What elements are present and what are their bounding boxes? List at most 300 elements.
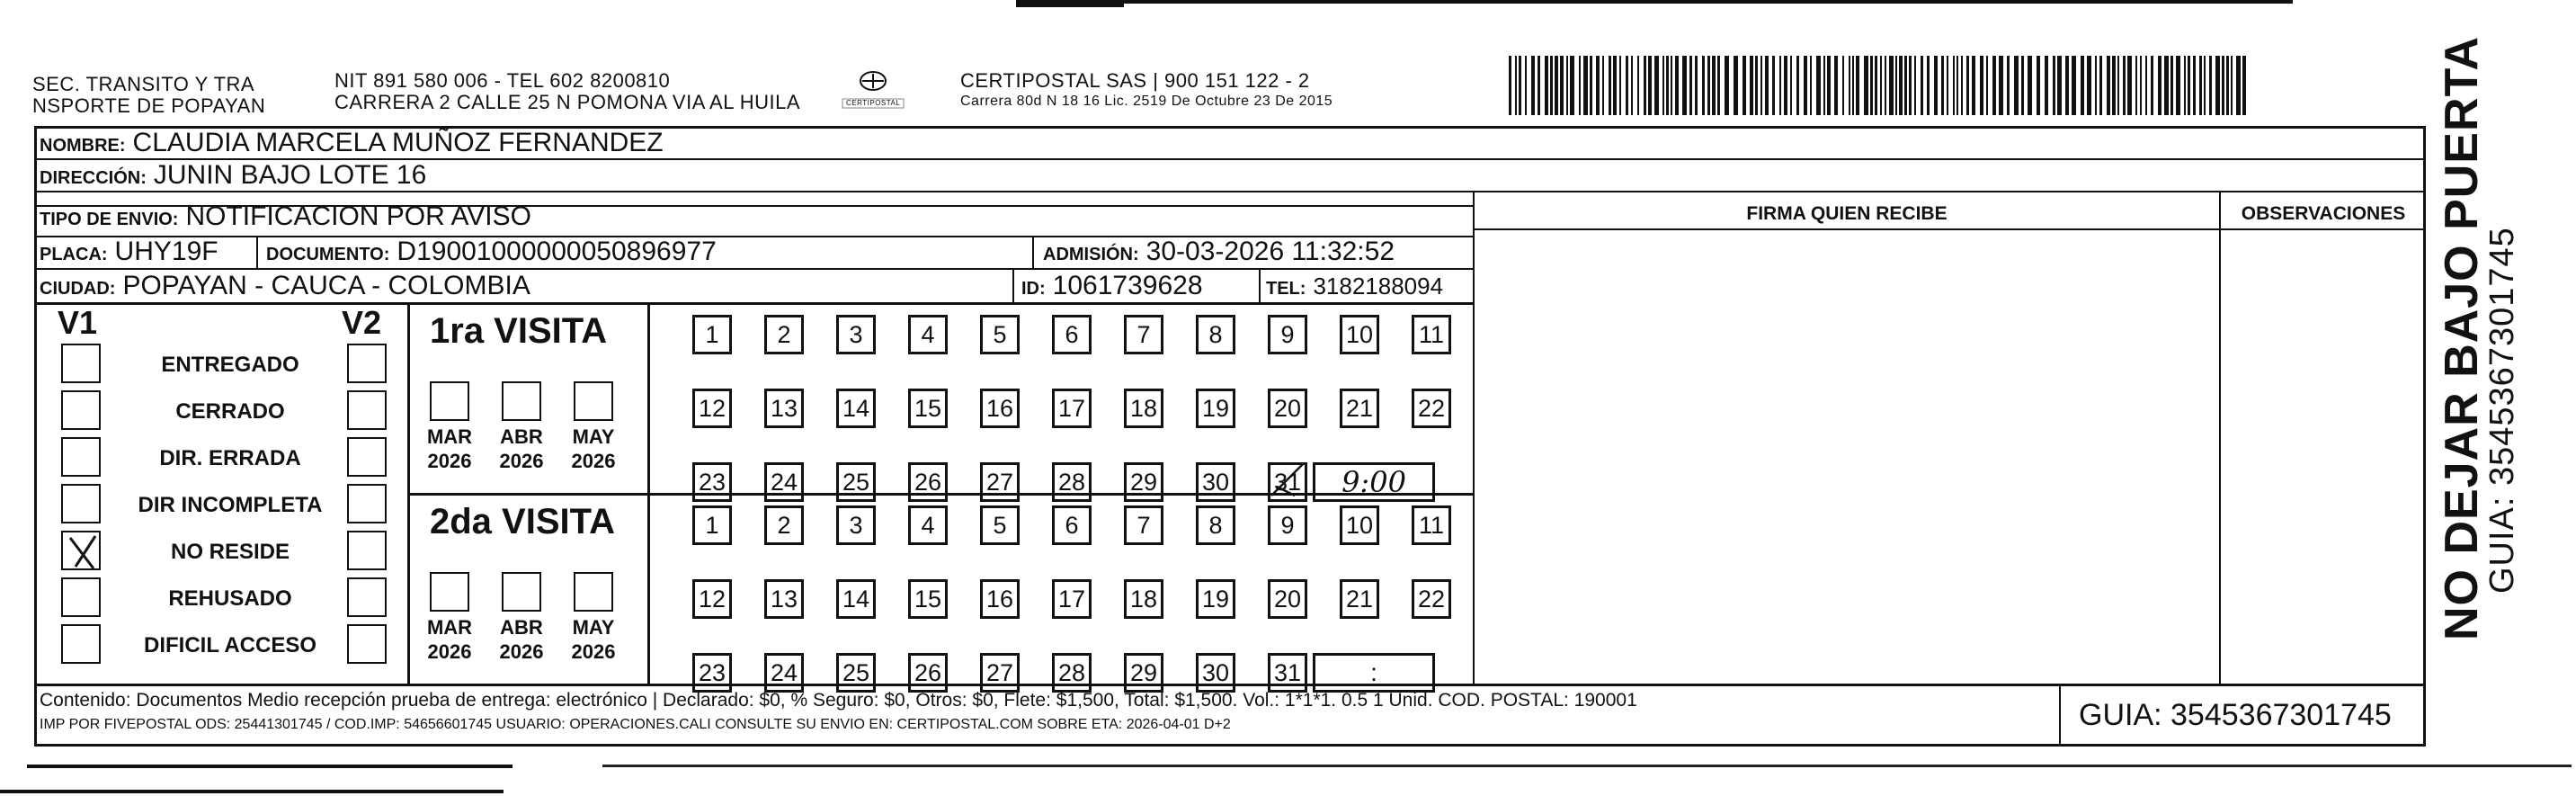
logo-text: CERTIPOSTAL <box>846 99 901 107</box>
month-checkbox[interactable] <box>574 572 613 612</box>
day-box[interactable] <box>836 653 876 693</box>
barcode-bar <box>2127 56 2132 115</box>
barcode-bar <box>1515 56 1517 115</box>
barcode-bar <box>1707 56 1710 115</box>
barcode-bar <box>1870 56 1873 115</box>
barcode-bar <box>1953 56 1955 115</box>
v2-checkbox[interactable] <box>347 344 387 383</box>
day-box[interactable] <box>1412 389 1451 428</box>
day-box[interactable] <box>908 462 948 502</box>
status-option-label: DIR. ERRADA <box>159 446 301 470</box>
day-strike-icon <box>1268 460 1307 505</box>
barcode-bar <box>1583 56 1588 115</box>
barcode-bar <box>1579 56 1581 115</box>
day-number: 30 <box>1201 658 1230 686</box>
day-number: 21 <box>1345 585 1374 613</box>
day-number: 15 <box>914 585 942 613</box>
month-year: 2026 <box>499 450 544 472</box>
barcode-bar <box>1961 56 1963 115</box>
day-box[interactable] <box>1196 315 1235 354</box>
day-box[interactable] <box>1340 505 1379 545</box>
barcode-bar <box>1880 56 1882 115</box>
barcode-bar <box>1644 56 1646 115</box>
day-number: 17 <box>1057 585 1086 613</box>
day-number: 8 <box>1208 511 1223 539</box>
day-number: 12 <box>698 585 726 613</box>
day-number: 23 <box>698 468 726 496</box>
day-number: 4 <box>921 320 935 348</box>
day-number: 20 <box>1273 394 1302 422</box>
barcode-bar <box>2209 56 2212 115</box>
barcode-bar <box>1927 56 1930 115</box>
documento-row <box>266 237 717 267</box>
day-box[interactable] <box>1052 389 1092 428</box>
day-box[interactable] <box>836 462 876 502</box>
barcode-bar <box>1999 56 2003 115</box>
barcode-bar <box>2095 56 2097 115</box>
barcode-bar <box>2158 56 2162 115</box>
day-number: 7 <box>1136 511 1151 539</box>
barcode-bar <box>1827 56 1831 115</box>
barcode-bar <box>2184 56 2186 115</box>
day-number: 11 <box>1418 320 1445 348</box>
nombre-value: CLAUDIA MARCELA MUÑOZ FERNANDEZ <box>132 128 664 157</box>
tel-label: TEL: <box>1266 279 1306 299</box>
day-number: 12 <box>698 394 726 422</box>
day-number: 13 <box>770 585 798 613</box>
day-number: 14 <box>842 585 870 613</box>
footer-print-line: IMP POR FIVEPOSTAL ODS: 25441301745 / COD.IMP: 54656601745 USUARIO: OPERACIONES.CALI CONSULTE SU ENVIO EN: CERTIPOSTAL.COM SOBRE ETA: 2026-04-01 D+2 <box>40 717 1231 732</box>
barcode-bar <box>2021 56 2024 115</box>
barcode-bar <box>1895 56 1897 115</box>
barcode-bar <box>2099 56 2102 115</box>
month-year: 2026 <box>571 640 616 663</box>
day-number: 20 <box>1273 585 1302 613</box>
documento-label: DOCUMENTO: <box>266 245 390 264</box>
day-number: 15 <box>914 394 942 422</box>
v2-checkbox[interactable] <box>347 531 387 570</box>
barcode-bar <box>1796 56 1799 115</box>
scan-mark-bottom-left-2 <box>0 790 504 793</box>
day-number: 9 <box>1280 511 1295 539</box>
barcode-bar <box>1986 56 1988 115</box>
day-number: 27 <box>985 468 1014 496</box>
day-number: 25 <box>842 658 870 686</box>
day-box[interactable] <box>836 505 876 545</box>
admision-label: ADMISIÓN: <box>1043 245 1139 264</box>
month-year: 2026 <box>427 450 472 472</box>
barcode-bar <box>1864 56 1868 115</box>
issuer-address: CARRERA 2 CALLE 25 N POMONA VIA AL HUILA <box>334 91 801 113</box>
day-number: 10 <box>1345 511 1374 539</box>
v1-checkbox[interactable] <box>61 390 101 430</box>
day-box[interactable] <box>1268 505 1307 545</box>
day-number: 25 <box>842 468 870 496</box>
day-box[interactable] <box>1340 389 1379 428</box>
barcode-bar <box>1734 56 1738 115</box>
month-name: ABR <box>500 425 543 448</box>
barcode-bar <box>1560 56 1564 115</box>
day-number: 6 <box>1065 511 1079 539</box>
day-box[interactable] <box>980 462 1020 502</box>
barcode-bar <box>1654 56 1659 115</box>
barcode-bar <box>2112 56 2116 115</box>
barcode-bar <box>1689 56 1692 115</box>
day-box[interactable] <box>1052 505 1092 545</box>
visit-time-field[interactable] <box>1313 462 1435 502</box>
barcode-bar <box>1590 56 1592 115</box>
v1-checkbox[interactable] <box>61 531 101 570</box>
day-box[interactable] <box>1412 505 1451 545</box>
barcode-bar <box>1648 56 1652 115</box>
day-box[interactable] <box>908 315 948 354</box>
divider <box>2059 684 2061 747</box>
v2-checkbox[interactable] <box>347 577 387 617</box>
barcode-bar <box>1852 56 1854 115</box>
day-number: 26 <box>914 468 942 496</box>
divider <box>1259 268 1261 302</box>
nombre-label: NOMBRE: <box>40 136 126 156</box>
scan-mark-top <box>1016 0 2293 4</box>
day-number: 31 <box>1273 658 1302 686</box>
direccion-label: DIRECCIÓN: <box>40 168 147 188</box>
month-checkbox[interactable] <box>574 381 613 421</box>
v1-checkbox[interactable] <box>61 577 101 617</box>
v1-label: V1 <box>58 304 98 341</box>
tel-row <box>1266 273 1443 300</box>
barcode-bar <box>1765 56 1769 115</box>
visit-time-value: : <box>1370 658 1377 686</box>
visit-title: 1ra VISITA <box>430 311 608 351</box>
divider <box>407 302 410 684</box>
barcode-bar <box>2204 56 2206 115</box>
day-box[interactable] <box>1268 653 1307 693</box>
month-checkbox[interactable] <box>430 381 469 421</box>
visit-time-value: 9:00 <box>1341 465 1406 499</box>
day-box[interactable] <box>1124 653 1163 693</box>
month-name: MAR <box>426 616 473 639</box>
day-number: 16 <box>985 585 1014 613</box>
barcode-bar <box>1804 56 1807 115</box>
divider <box>1032 236 1034 268</box>
day-box[interactable] <box>1340 315 1379 354</box>
day-box[interactable] <box>1268 579 1307 619</box>
day-number: 11 <box>1418 511 1445 539</box>
day-box[interactable] <box>764 579 804 619</box>
admision-row <box>1043 237 1395 267</box>
day-box[interactable] <box>1268 315 1307 354</box>
day-box[interactable] <box>908 653 948 693</box>
month-label <box>566 425 620 473</box>
day-number: 19 <box>1201 585 1230 613</box>
day-number: 1 <box>705 320 719 348</box>
barcode-bar <box>1750 56 1753 115</box>
day-box[interactable] <box>764 389 804 428</box>
day-box[interactable] <box>1124 315 1163 354</box>
placa-row <box>40 237 218 267</box>
barcode-bar <box>1695 56 1698 115</box>
day-box[interactable] <box>1124 462 1163 502</box>
day-box[interactable] <box>1052 579 1092 619</box>
day-box[interactable] <box>980 579 1020 619</box>
divider <box>1473 191 1475 684</box>
day-box[interactable] <box>980 389 1020 428</box>
day-box[interactable] <box>836 579 876 619</box>
barcode-bar <box>1885 56 1886 115</box>
visit-time-field[interactable] <box>1313 653 1435 693</box>
day-box[interactable] <box>1412 579 1451 619</box>
ciudad-label: CIUDAD: <box>40 279 116 299</box>
day-number: 19 <box>1201 394 1230 422</box>
barcode-bar <box>2087 56 2091 115</box>
barcode-bar <box>2151 56 2153 115</box>
v2-checkbox[interactable] <box>347 390 387 430</box>
barcode-bar <box>2188 56 2190 115</box>
day-box[interactable] <box>1052 653 1092 693</box>
barcode-bar <box>1784 56 1787 115</box>
observaciones-header: OBSERVACIONES <box>2241 203 2406 224</box>
day-box[interactable] <box>692 579 732 619</box>
v2-checkbox[interactable] <box>347 484 387 523</box>
barcode-bar <box>1772 56 1775 115</box>
day-number: 29 <box>1129 468 1158 496</box>
divider <box>34 191 2426 192</box>
day-number: 17 <box>1057 394 1086 422</box>
barcode-bar <box>2215 56 2220 115</box>
tipo-envio-value: NOTIFICACION POR AVISO <box>185 201 531 231</box>
barcode-bar <box>1519 56 1521 115</box>
barcode-bar <box>1702 56 1705 115</box>
day-box[interactable] <box>1124 579 1163 619</box>
day-number: 10 <box>1345 320 1374 348</box>
day-box[interactable] <box>1196 505 1235 545</box>
barcode-bar <box>1531 56 1535 115</box>
day-box[interactable] <box>1196 389 1235 428</box>
barcode-bar <box>1934 56 1938 115</box>
firma-header: FIRMA QUIEN RECIBE <box>1746 203 1948 224</box>
status-option-label: NO RESIDE <box>170 540 290 564</box>
day-number: 6 <box>1065 320 1079 348</box>
barcode-bar <box>1842 56 1844 115</box>
barcode-bar <box>2014 56 2019 115</box>
barcode-bar <box>1779 56 1781 115</box>
barcode-bar <box>2065 56 2069 115</box>
barcode-bar <box>2176 56 2180 115</box>
company-license: Carrera 80d N 18 16 Lic. 2519 De Octubre 23 De 2015 <box>960 94 1333 109</box>
day-box[interactable] <box>1196 579 1235 619</box>
barcode-bar <box>2117 56 2119 115</box>
barcode-bar <box>1760 56 1762 115</box>
barcode-bar <box>1921 56 1923 115</box>
v1-checkbox[interactable] <box>61 484 101 523</box>
id-label: ID: <box>1021 279 1046 299</box>
month-label <box>495 615 548 664</box>
v1-checkbox[interactable] <box>61 624 101 664</box>
day-number: 31 <box>1273 468 1302 496</box>
day-box[interactable] <box>980 315 1020 354</box>
day-number: 24 <box>770 658 798 686</box>
issuer-office-line1: SEC. TRANSITO Y TRA <box>32 73 255 95</box>
day-box[interactable] <box>692 505 732 545</box>
day-box[interactable] <box>692 315 732 354</box>
day-box[interactable] <box>1124 389 1163 428</box>
barcode-bar <box>1966 56 1969 115</box>
barcode-bar <box>1550 56 1553 115</box>
barcode-bar <box>2242 56 2246 115</box>
signature-area[interactable] <box>1476 230 2217 682</box>
day-number: 28 <box>1057 468 1086 496</box>
day-box[interactable] <box>980 505 1020 545</box>
barcode-bar <box>2140 56 2142 115</box>
month-name: MAY <box>572 616 615 639</box>
day-number: 13 <box>770 394 798 422</box>
month-checkbox[interactable] <box>430 572 469 612</box>
month-label <box>566 615 620 664</box>
day-number: 18 <box>1129 585 1158 613</box>
month-label <box>495 425 548 473</box>
month-checkbox[interactable] <box>502 572 541 612</box>
barcode-bar <box>1717 56 1720 115</box>
day-box[interactable] <box>1052 462 1092 502</box>
barcode-bar <box>2081 56 2084 115</box>
month-checkbox[interactable] <box>502 381 541 421</box>
day-box[interactable] <box>1196 462 1235 502</box>
barcode-bar <box>1725 56 1729 115</box>
barcode-bar <box>1790 56 1792 115</box>
side-guia: GUIA: 3545367301745 <box>2483 227 2521 594</box>
day-box[interactable] <box>1196 653 1235 693</box>
day-box[interactable] <box>764 505 804 545</box>
barcode-bar <box>1957 56 1958 115</box>
guia-number: GUIA: 3545367301745 <box>2079 698 2392 732</box>
status-option-label: ENTREGADO <box>161 353 299 377</box>
v2-label: V2 <box>342 304 382 341</box>
side-warning: NO DEJAR BAJO PUERTA <box>2436 35 2488 640</box>
day-box[interactable] <box>692 389 732 428</box>
day-box[interactable] <box>1340 579 1379 619</box>
day-number: 26 <box>914 658 942 686</box>
day-number: 9 <box>1280 320 1295 348</box>
barcode-bar <box>1810 56 1812 115</box>
day-box[interactable] <box>836 389 876 428</box>
day-number: 5 <box>993 320 1007 348</box>
divider <box>1012 268 1014 302</box>
barcode-bar <box>1980 56 1983 115</box>
barcode-bar <box>1889 56 1894 115</box>
direccion-row <box>40 160 426 191</box>
day-box[interactable] <box>908 579 948 619</box>
barcode-bar <box>2226 56 2229 115</box>
day-number: 21 <box>1345 394 1374 422</box>
month-year: 2026 <box>499 640 544 663</box>
month-label <box>423 615 477 664</box>
day-box[interactable] <box>1412 315 1451 354</box>
day-number: 22 <box>1417 585 1446 613</box>
day-box[interactable] <box>1124 505 1163 545</box>
day-box[interactable] <box>1052 315 1092 354</box>
day-box[interactable] <box>980 653 1020 693</box>
v1-checkbox[interactable] <box>61 437 101 477</box>
month-year: 2026 <box>571 450 616 472</box>
month-label <box>423 425 477 473</box>
day-box[interactable] <box>764 315 804 354</box>
certipostal-logo <box>841 67 905 113</box>
day-number: 24 <box>770 468 798 496</box>
issuer-office <box>32 74 265 117</box>
month-name: MAY <box>572 425 615 448</box>
day-box[interactable] <box>1268 389 1307 428</box>
direccion-value: JUNIN BAJO LOTE 16 <box>153 160 427 190</box>
barcode-bar <box>1509 56 1511 115</box>
barcode-bar <box>1899 56 1903 115</box>
divider <box>34 302 1475 305</box>
day-number: 3 <box>849 320 863 348</box>
day-number: 2 <box>777 511 791 539</box>
barcode-bar <box>1856 56 1859 115</box>
barcode-bar <box>1816 56 1821 115</box>
barcode-bar <box>1675 56 1679 115</box>
v1-checkbox[interactable] <box>61 344 101 383</box>
ciudad-row <box>40 271 530 301</box>
v2-checkbox[interactable] <box>347 624 387 664</box>
barcode-bar <box>1875 56 1877 115</box>
day-box[interactable] <box>692 462 732 502</box>
day-box[interactable] <box>908 389 948 428</box>
placa-value: UHY19F <box>114 237 218 266</box>
barcode-bar <box>2199 56 2202 115</box>
barcode-bar <box>2072 56 2076 115</box>
day-box[interactable] <box>692 653 732 693</box>
ciudad-value: POPAYAN - CAUCA - COLOMBIA <box>122 271 530 300</box>
barcode-bar <box>2053 56 2055 115</box>
day-number: 28 <box>1057 658 1086 686</box>
tel-value: 3182188094 <box>1313 273 1444 300</box>
barcode-bar <box>1619 56 1621 115</box>
barcode-bar <box>2037 56 2040 115</box>
v2-checkbox[interactable] <box>347 437 387 477</box>
tipo-envio-row <box>40 201 531 232</box>
barcode-bar <box>2231 56 2233 115</box>
day-box[interactable] <box>764 462 804 502</box>
barcode-bar <box>2236 56 2241 115</box>
barcode-bar <box>1682 56 1687 115</box>
company-info <box>960 70 1333 112</box>
day-number: 30 <box>1201 468 1230 496</box>
status-option-label: DIFICIL ACCESO <box>143 633 316 657</box>
barcode-bar <box>1909 56 1912 115</box>
barcode-bar <box>1637 56 1639 115</box>
day-number: 27 <box>985 658 1014 686</box>
day-box[interactable] <box>836 315 876 354</box>
barcode-bar <box>2193 56 2196 115</box>
day-box[interactable] <box>764 653 804 693</box>
documento-value: D19001000000050896977 <box>397 237 717 266</box>
id-row <box>1021 271 1203 301</box>
barcode-bar <box>2145 56 2147 115</box>
day-box[interactable] <box>1268 462 1307 502</box>
company-name: CERTIPOSTAL SAS | 900 151 122 - 2 <box>960 69 1310 92</box>
barcode-bar <box>1596 56 1600 115</box>
id-value: 1061739628 <box>1052 271 1203 300</box>
barcode-bar <box>1631 56 1633 115</box>
barcode-bar <box>1849 56 1850 115</box>
day-number: 1 <box>705 511 719 539</box>
barcode-bar <box>1823 56 1825 115</box>
observations-area[interactable] <box>2223 230 2424 682</box>
barcode-bar <box>1609 56 1611 115</box>
day-box[interactable] <box>908 505 948 545</box>
barcode-bar <box>2164 56 2169 115</box>
